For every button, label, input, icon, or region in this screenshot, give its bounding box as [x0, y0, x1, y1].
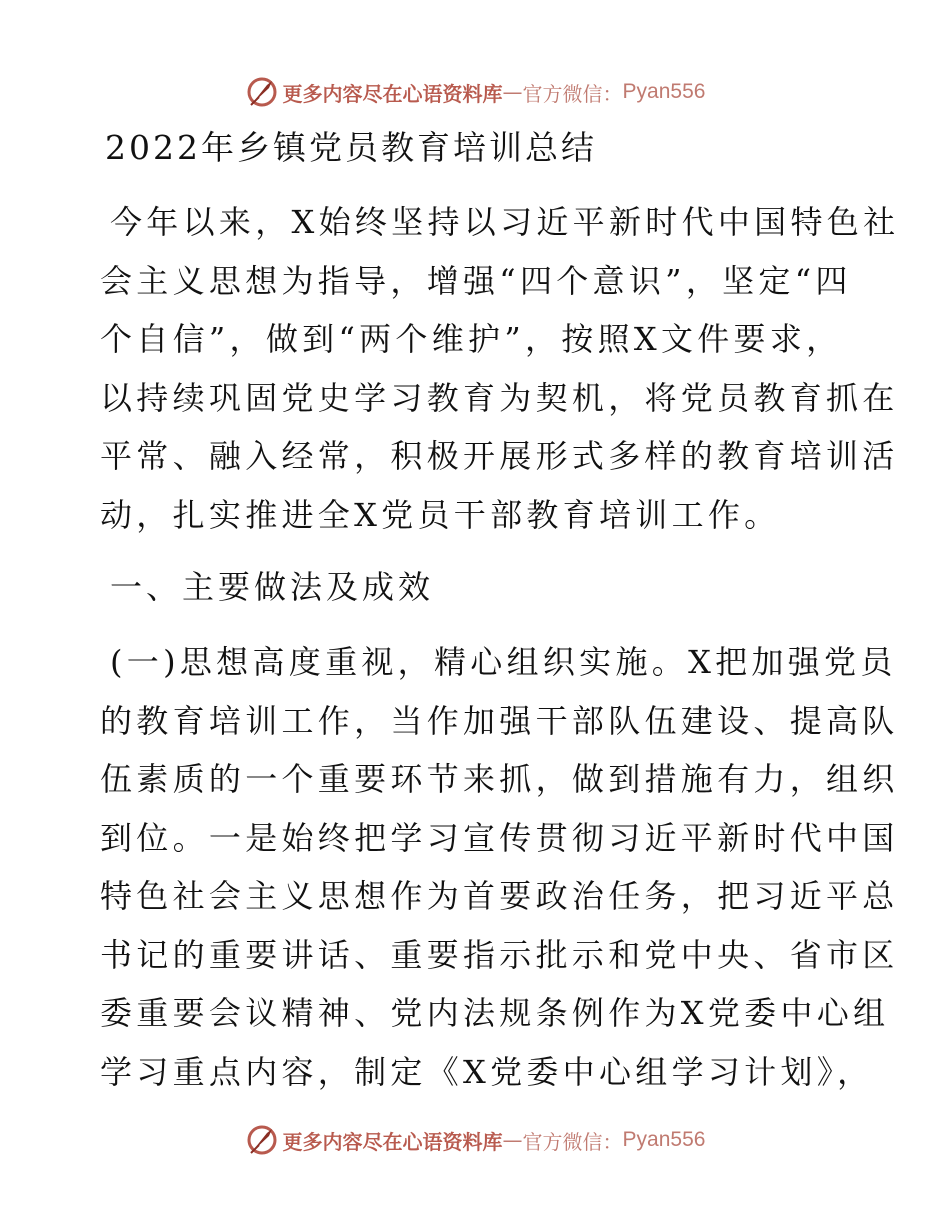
watermark-dash: — — [502, 1128, 523, 1152]
paragraph-line: 到位。一是始终把学习宣传贯彻习近平新时代中国 — [100, 818, 899, 857]
watermark-wechat-id: Pyan556 — [622, 1128, 706, 1151]
watermark-wechat-label: 官方微信： — [522, 81, 623, 106]
watermark-header — [0, 72, 950, 112]
document-title: 2022年乡镇党员教育培训总结 — [105, 128, 597, 167]
watermark-footer — [0, 1120, 950, 1160]
quill-logo-icon — [245, 75, 279, 109]
paragraph-line: (一)思想高度重视，精心组织实施。X把加强党员 — [110, 643, 897, 681]
watermark-main-text: 更多内容尽在心语资料库 — [282, 81, 503, 106]
watermark-wechat-id: Pyan556 — [622, 80, 706, 103]
paragraph-line: 以持续巩固党史学习教育为契机，将党员教育抓在 — [100, 378, 899, 417]
paragraph-line: 书记的重要讲话、重要指示批示和党中央、省市区 — [100, 935, 899, 974]
paragraph-line: 伍素质的一个重要环节来抓，做到措施有力，组织 — [100, 760, 899, 798]
watermark-dash: — — [502, 80, 523, 104]
paragraph-line: 学习重点内容，制定《X党委中心组学习计划》， — [100, 1052, 874, 1091]
paragraph-line: 会主义思想为指导，增强“四个意识”，坚定“四 — [100, 261, 852, 300]
watermark-wechat-label: 官方微信： — [522, 1129, 623, 1154]
intro-paragraph — [100, 193, 900, 544]
section1-paragraph — [100, 633, 899, 1101]
paragraph-line: 个自信”，做到“两个维护”，按照X文件要求， — [100, 320, 843, 358]
paragraph-line: 委重要会议精神、党内法规条例作为X党委中心组 — [100, 994, 890, 1032]
paragraph-line: 动，扎实推进全X党员干部教育培训工作。 — [100, 495, 781, 534]
section-heading: 一、主要做法及成效 — [110, 568, 435, 606]
paragraph-line: 平常、融入经常，积极开展形式多样的教育培训活 — [100, 437, 899, 475]
quill-logo-icon — [245, 1123, 279, 1157]
watermark-main-text: 更多内容尽在心语资料库 — [282, 1129, 503, 1154]
paragraph-line: 的教育培训工作，当作加强干部队伍建设、提高队 — [100, 701, 899, 740]
paragraph-line: 今年以来，X始终坚持以习近平新时代中国特色社 — [110, 203, 900, 241]
paragraph-line: 特色社会主义思想作为首要政治任务，把习近平总 — [100, 877, 899, 915]
